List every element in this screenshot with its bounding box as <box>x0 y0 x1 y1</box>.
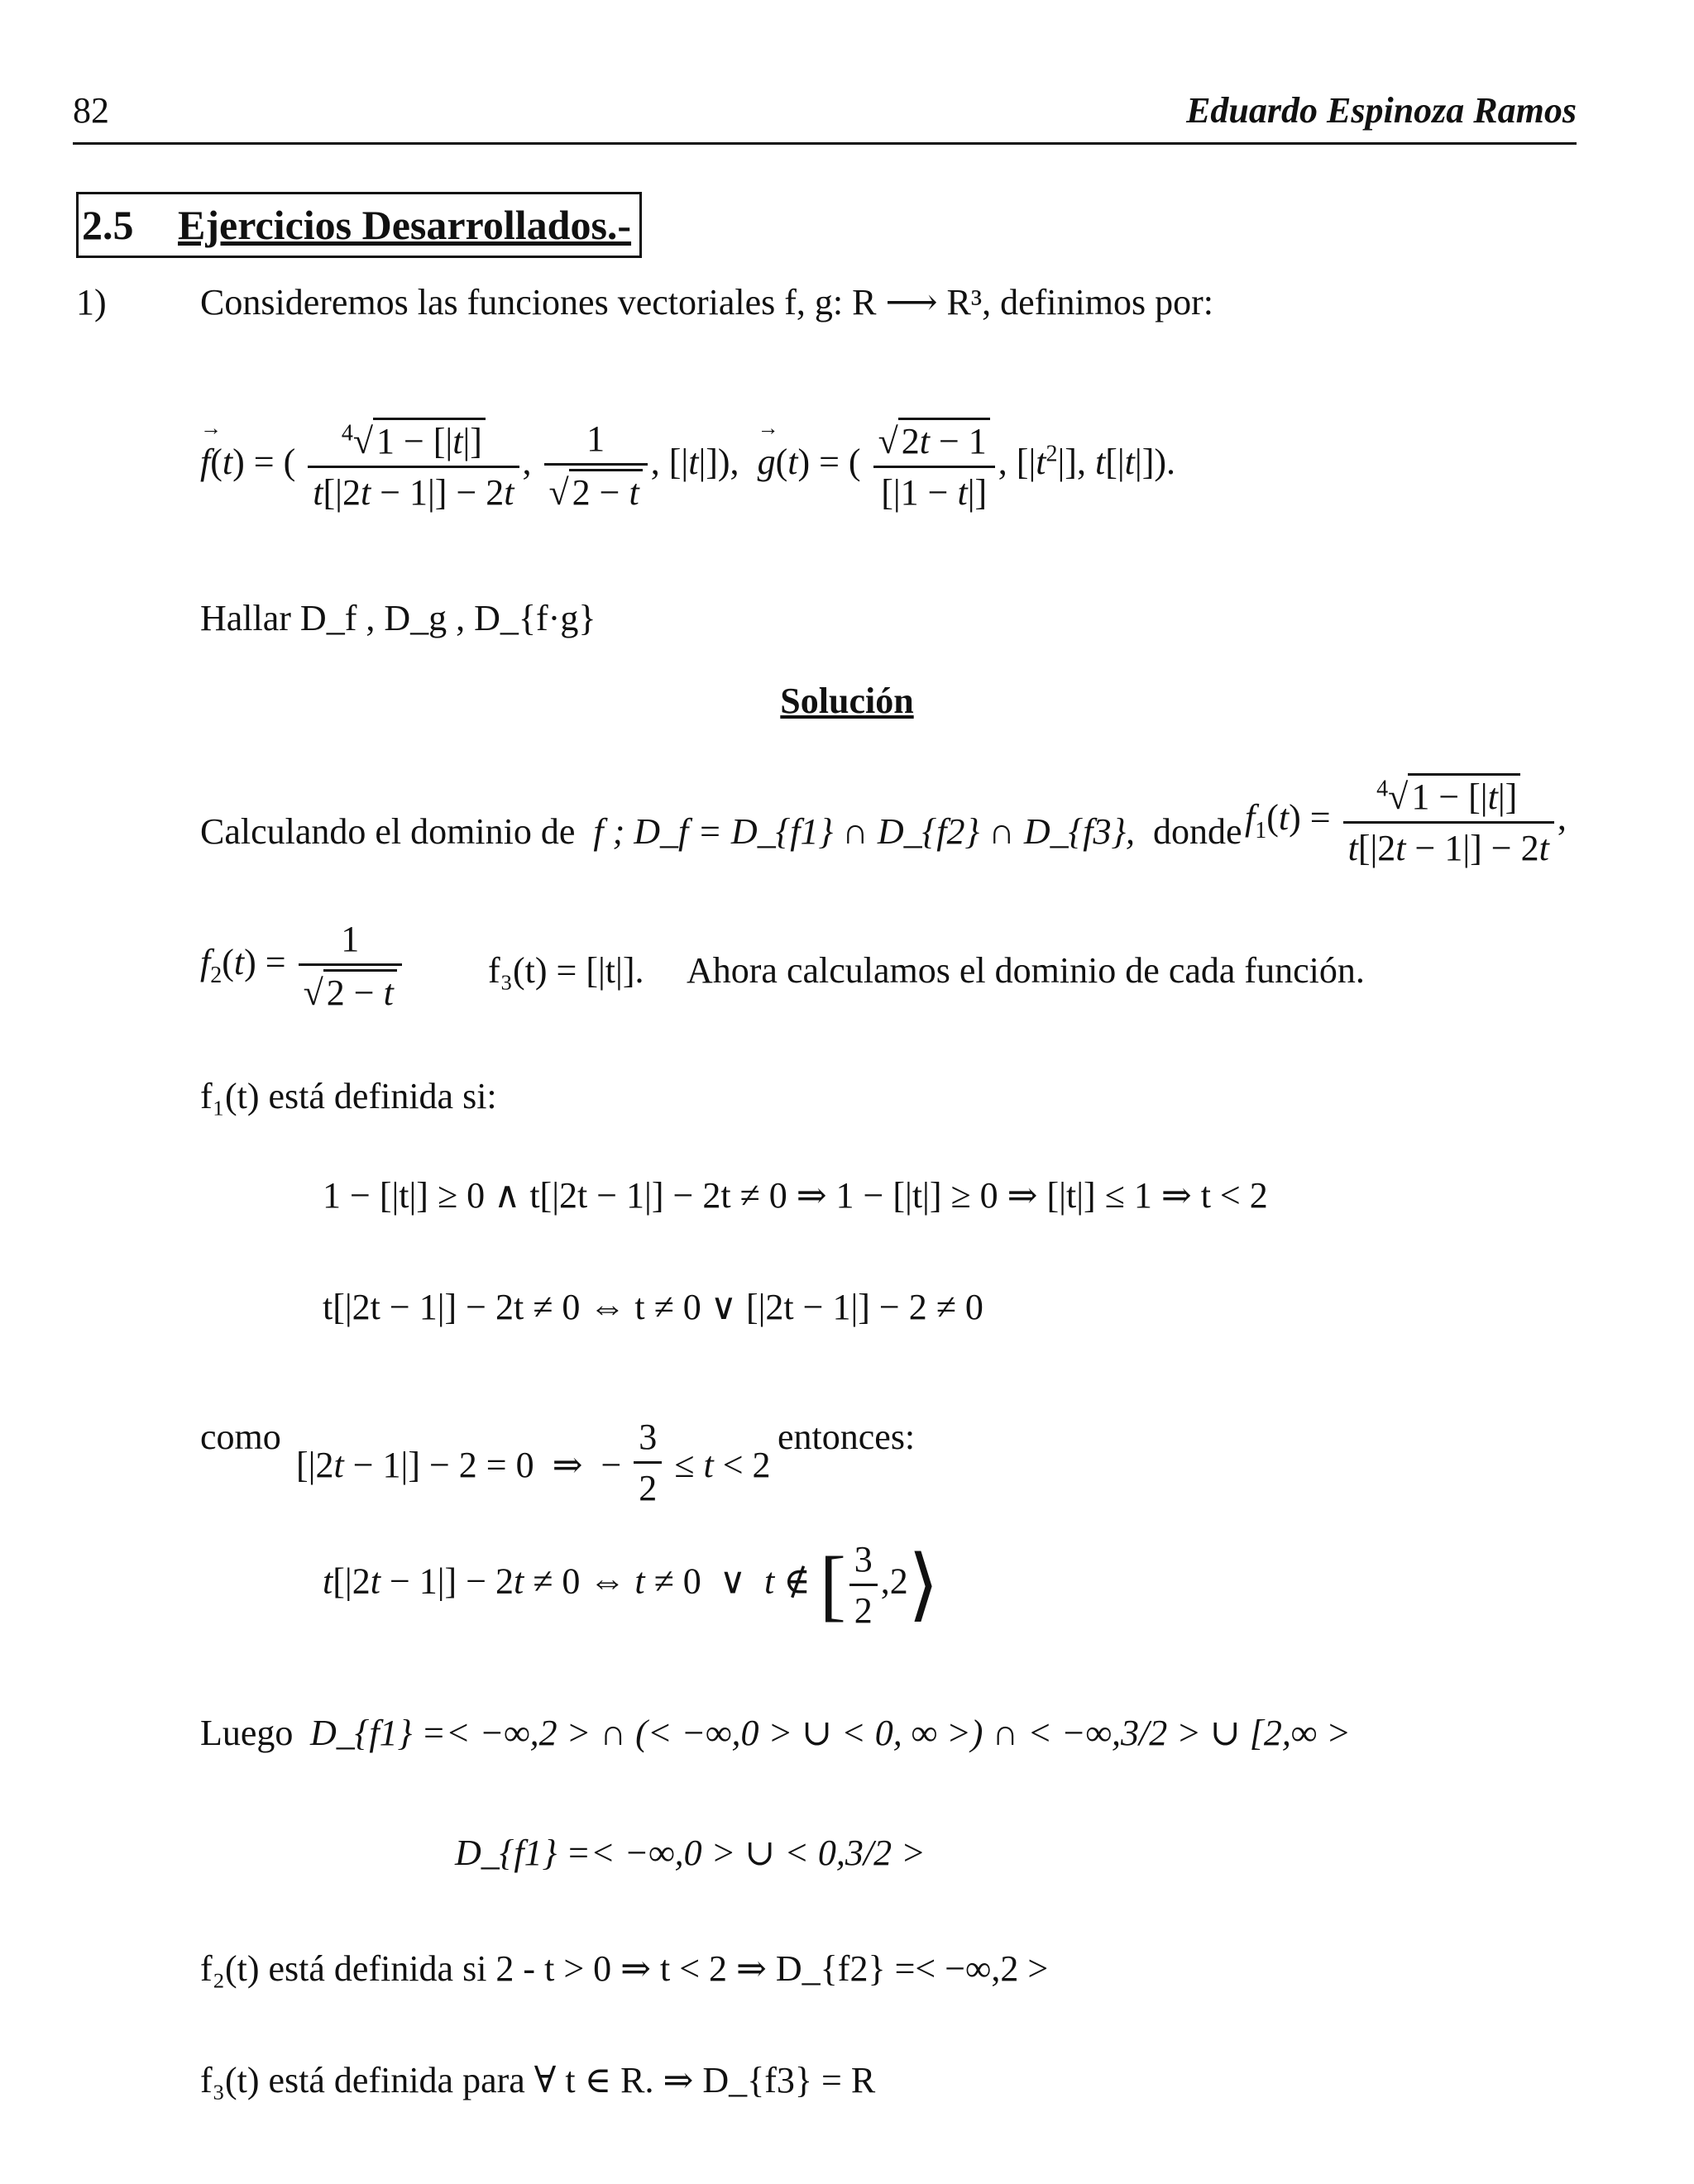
condition-2: t[|2t − 1|] − 2t ≠ 0 ⇔ t ≠ 0 ∨ [|2t − 1|] − 2 ≠ 0 <box>323 1287 983 1327</box>
exercise-intro <box>200 281 1213 323</box>
solution-line-1-donde: donde <box>1153 811 1242 852</box>
solution-line-2: Ahora calculamos el dominio de cada función. <box>687 950 1365 991</box>
condition-3: t[|2t − 1|] − 2t ≠ 0 ⇔ t ≠ 0 ∨ t ∉ [ $\frac{3}{2}$ ,2⟩ <box>323 1539 940 1631</box>
exercise-intro-text: Consideremos las funciones vectoriales f, g: R ⟶ R³, definimos por: <box>200 282 1213 323</box>
luego-math: D_{f1} =< −∞,2 > ∩ (< −∞,0 > ∪ < 0, ∞ >) ∩ < −∞,3/2 > ∪ [2,∞ > <box>310 1713 1351 1753</box>
exercise-number: 1) <box>76 282 107 323</box>
f3-definition: f₃(t) = [|t|]. <box>488 950 644 991</box>
solution-line-1-text: Calculando el dominio de <box>200 811 576 852</box>
entonces-text: entonces: <box>778 1417 916 1457</box>
f2-domain-line: f₂(t) está definida si 2 - t > 0 ⇒ t < 2 ⇒ D_{f2} =< −∞,2 > <box>200 1948 1049 1989</box>
luego-text: Luego <box>200 1713 294 1753</box>
task-statement: Hallar D_f , D_g , D_{f·g} <box>200 598 596 638</box>
solution-line-1 <box>200 810 1242 853</box>
f1-definition: $f_1(t)$ = $\frac{^4√1 - [|t|]}{t[|2t - 1|] - 2t}$ , <box>1245 773 1567 869</box>
f2-definition: $f_2(t)$ = $\frac{1}{√2 - t}$ <box>200 918 405 1014</box>
running-header-author: Eduardo Espinoza Ramos <box>1186 90 1577 131</box>
section-title-box <box>76 192 642 258</box>
f1-defined-text: f₁(t) está definida si: <box>200 1076 497 1116</box>
section-title: Ejercicios Desarrollados.- <box>178 202 632 248</box>
functions-definition: → f(t) = ( $\frac{^4√1 - [|t|]}{t[|2t - 1|] - 2t}$ , $\frac{1}{√2 - t}$ , [|t|]), → g(t) = ( $\frac{√2t - 1}{[|1 - t|]}$ , $[|t^2|]$, t[|t|]). <box>200 418 1175 514</box>
condition-1: 1 − [|t|] ≥ 0 ∧ t[|2t − 1|] − 2t ≠ 0 ⇒ 1 − [|t|] ≥ 0 ⇒ [|t|] ≤ 1 ⇒ t < 2 <box>323 1175 1268 1216</box>
solution-line-1-math: f ; D_f = D_{f1} ∩ D_{f2} ∩ D_{f3}, <box>593 811 1136 852</box>
solution-heading: Solución <box>780 681 914 721</box>
section-number: 2.5 <box>82 202 134 248</box>
f3-domain-line: f₃(t) está definida para ∀ t ∈ R. ⇒ D_{f3} = R <box>200 2060 876 2100</box>
header-rule <box>73 142 1577 145</box>
df1-result: D_{f1} =< −∞,0 > ∪ < 0,3/2 > <box>455 1833 926 1873</box>
como-text: como <box>200 1417 281 1457</box>
como-math: [|2t − 1|] − 2 = 0 ⇒ − $\frac{3}{2}$ ≤ t < 2 <box>296 1417 771 1508</box>
page-number: 82 <box>73 90 109 131</box>
